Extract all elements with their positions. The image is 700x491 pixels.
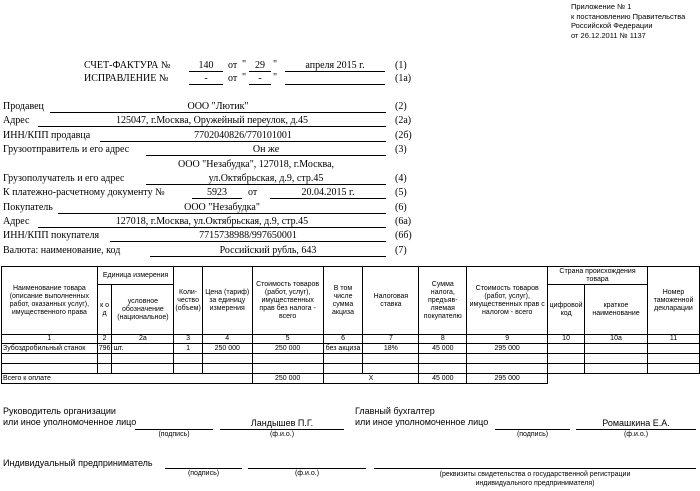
column-number: 11 — [647, 335, 699, 344]
payment-doc-number: 5923 — [192, 187, 242, 199]
table-row-empty — [2, 354, 700, 364]
seller-label: Продавец — [3, 101, 44, 112]
entrepreneur-signature-caption: (подпись) — [187, 470, 220, 477]
entrepreneur-fio-caption: (ф.и.о.) — [294, 470, 320, 477]
column-number: 5 — [252, 335, 323, 344]
consignee-value-line1: ООО "Незабудка", 127018, г.Москва, — [178, 159, 335, 170]
invoice-code: (1) — [395, 60, 407, 71]
table-row — [2, 344, 700, 354]
shipper-label: Грузоотправитель и его адрес — [3, 144, 130, 155]
payment-doc-code: (5) — [395, 187, 407, 198]
row-unit-name: шт. — [112, 344, 174, 354]
invoice-title: СЧЕТ-ФАКТУРА № — [84, 60, 171, 71]
head-signature-line — [135, 429, 213, 430]
accountant-label — [355, 406, 488, 428]
row-rate: 18% — [363, 344, 419, 354]
header-excise: В том числе сумма акциза — [323, 267, 363, 335]
head-label-line1: Руководитель организации — [3, 406, 116, 416]
buyer-value: ООО "Незабудка" — [58, 202, 386, 214]
column-number: 2а — [112, 335, 174, 344]
buyer-label: Покупатель — [3, 202, 53, 213]
header-price: Цена (тариф) за единицу измерения — [202, 267, 252, 335]
seller-address-value: 125047, г.Москва, Оружейный переулок, д.45 — [38, 115, 386, 127]
seller-address-code: (2а) — [395, 115, 412, 126]
total-excise: X — [323, 374, 419, 384]
row-total: 295 000 — [467, 344, 548, 354]
consignee-code: (4) — [395, 173, 407, 184]
entrepreneur-signature-line — [165, 468, 242, 469]
table-row-empty — [2, 364, 700, 374]
header-rate: Налоговая ставка — [363, 267, 419, 335]
buyer-inn-code: (6б) — [395, 230, 412, 241]
entrepreneur-label: Индивидуальный предприниматель — [3, 458, 153, 468]
entrepreneur-reg-line — [374, 468, 696, 469]
quote-mark: " — [273, 72, 278, 83]
invoice-day: 29 — [249, 60, 271, 72]
accountant-signature-line — [495, 429, 570, 430]
entrepreneur-reg-caption — [374, 470, 696, 488]
header-unit: Единица измерения — [97, 267, 174, 285]
correction-from-label: от — [228, 73, 238, 84]
seller-inn-label: ИНН/КПП продавца — [3, 130, 91, 141]
correction-number: - — [189, 73, 223, 85]
seller-inn-value: 7702040826/770101001 — [100, 130, 386, 142]
seller-inn-code: (2б) — [395, 130, 412, 141]
payment-doc-date: 20.04.2015 г. — [270, 187, 386, 199]
correction-title: ИСПРАВЛЕНИЕ № — [84, 73, 169, 84]
buyer-address-code: (6а) — [395, 216, 412, 227]
column-numbers-row — [2, 335, 700, 344]
column-number: 10 — [548, 335, 585, 344]
row-tax: 45 000 — [419, 344, 467, 354]
header-cost: Стоимость товаров (работ, услуг), имущественных прав без налога - всего — [252, 267, 323, 335]
payment-doc-label: К платежно-расчетному документу № — [3, 187, 165, 198]
header-tax: Сумма налога, предъяв-ляемая покупателю — [419, 267, 467, 335]
currency-label: Валюта: наименование, код — [3, 245, 121, 256]
accountant-signature-caption: (подпись) — [516, 431, 549, 438]
consignee-value-line2: ул.Октябрьская, д.9, стр.45 — [146, 173, 386, 185]
column-number: 4 — [202, 335, 252, 344]
correction-month-year — [285, 73, 385, 85]
row-customs — [647, 344, 699, 354]
seller-code: (2) — [395, 101, 407, 112]
header-unit-name: условное обозначение (национальное) — [112, 285, 174, 335]
accountant-label-line1: Главный бухгалтер — [355, 406, 435, 416]
quote-mark: " — [273, 59, 278, 70]
total-label: Всего к оплате — [2, 374, 253, 384]
header-country-code: цифровой код — [548, 285, 585, 335]
appendix-line: Российской Федерации — [571, 21, 653, 30]
total-sum: 295 000 — [467, 374, 548, 384]
appendix-line: Приложение № 1 — [571, 2, 632, 11]
total-tax: 45 000 — [419, 374, 467, 384]
head-fio: Ландышев П.Г. — [220, 418, 344, 430]
entrepreneur-reg-caption-line2: индивидуального предпринимателя) — [475, 480, 595, 487]
head-label — [3, 406, 136, 428]
buyer-address-label: Адрес — [3, 216, 30, 227]
buyer-inn-value: 7715738988/997650001 — [110, 230, 386, 242]
entrepreneur-fio-line — [248, 468, 366, 469]
column-number: 3 — [174, 335, 202, 344]
row-unit-code: 796 — [98, 344, 111, 352]
buyer-address-value: 127018, г.Москва, ул.Октябрьская, д.9, стр.45 — [38, 216, 386, 228]
accountant-fio: Ромашкина Е.А. — [576, 418, 696, 430]
header-country: Страна происхождения товара — [548, 267, 648, 285]
correction-day: - — [249, 73, 271, 85]
row-country-code — [548, 344, 585, 354]
quote-mark: " — [242, 59, 247, 70]
goods-table — [1, 266, 700, 384]
header-customs: Номер таможенной декларации — [647, 267, 699, 335]
entrepreneur-reg-caption-line1: (реквизиты свидетельства о государственной регистрации — [439, 471, 631, 478]
header-name: Наименование товара (описание выполненных работ, оказанных услуг), имущественного права — [2, 267, 98, 335]
head-label-line2: или иное уполномоченное лицо — [3, 417, 137, 427]
row-country-name — [585, 344, 648, 354]
column-number: 7 — [363, 335, 419, 344]
invoice-number: 140 — [189, 60, 223, 72]
column-number: 8 — [419, 335, 467, 344]
header-qty: Коли-чество (объем) — [174, 267, 202, 335]
accountant-label-line2: или иное уполномоченное лицо — [355, 417, 489, 427]
header-unit-code: к о д — [97, 285, 112, 335]
consignee-label: Грузополучатель и его адрес — [3, 173, 125, 184]
appendix-line: к постановлению Правительства — [571, 11, 686, 21]
appendix-note — [571, 2, 685, 40]
head-fio-caption: (ф.и.о.) — [269, 431, 295, 438]
total-cost: 250 000 — [252, 374, 323, 384]
row-qty: 1 — [174, 344, 202, 354]
correction-code: (1а) — [395, 73, 412, 84]
buyer-code: (6) — [395, 202, 407, 213]
column-number: 10а — [585, 335, 648, 344]
column-number: 2 — [97, 335, 112, 344]
header-country-name: краткое наименование — [585, 285, 648, 335]
row-name: Зубоздробильный станок — [2, 344, 98, 354]
appendix-line: от 26.12.2011 № 1137 — [571, 30, 646, 40]
row-price: 250 000 — [202, 344, 252, 354]
seller-address-label: Адрес — [3, 115, 30, 126]
shipper-code: (3) — [395, 144, 407, 155]
shipper-value: Он же — [146, 144, 386, 156]
invoice-month-year: апреля 2015 г. — [285, 60, 385, 72]
quote-mark: " — [242, 72, 247, 83]
currency-code: (7) — [395, 245, 407, 256]
currency-value: Российский рубль, 643 — [150, 245, 386, 257]
row-excise: без акциза — [323, 344, 363, 354]
column-number: 6 — [323, 335, 363, 344]
header-total: Стоимость товаров (работ, услуг), имущественных прав с налогом - всего — [467, 267, 548, 335]
column-number: 9 — [467, 335, 548, 344]
seller-value: ООО "Лютик" — [50, 101, 386, 113]
invoice-from-label: от — [228, 60, 238, 71]
total-row — [2, 374, 700, 384]
buyer-inn-label: ИНН/КПП покупателя — [3, 230, 100, 241]
row-cost: 250 000 — [252, 344, 323, 354]
head-signature-caption: (подпись) — [158, 431, 190, 438]
column-number: 1 — [2, 335, 98, 344]
payment-doc-from: от — [248, 187, 258, 198]
accountant-fio-caption: (ф.и.о.) — [623, 431, 649, 438]
